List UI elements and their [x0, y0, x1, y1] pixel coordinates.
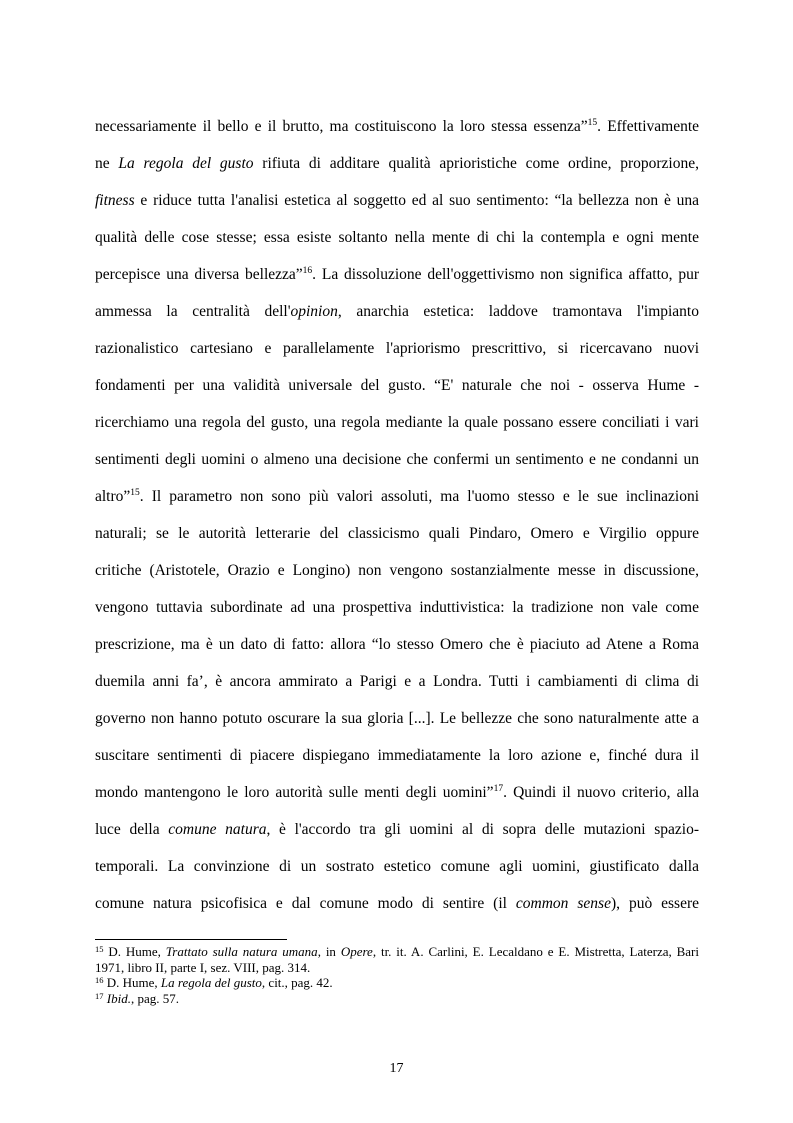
footnote: [95, 944, 699, 960]
text-line: [95, 256, 699, 293]
italic-text: Trattato sulla natura umana: [165, 944, 318, 959]
text-line: [95, 441, 699, 478]
text-line: [95, 219, 699, 256]
text-run: ricerchiamo una regola del gusto, una regola mediante la quale possano essere conciliati i vari: [95, 414, 699, 431]
text-run: necessariamente il bello e il brutto, ma costituiscono la loro stessa essenza”: [95, 118, 588, 135]
text-run: 1971, libro II, parte I, sez. VIII, pag. 314.: [95, 959, 311, 975]
text-line: [95, 700, 699, 737]
text-run: critiche (Aristotele, Orazio e Longino) non vengono sostanzialmente messe in discussione,: [95, 562, 699, 579]
italic-text: common sense: [515, 895, 611, 912]
footnote-reference: 16: [302, 266, 313, 276]
text-line: [95, 811, 699, 848]
text-line: [95, 293, 699, 330]
text-line: [95, 848, 699, 885]
text-run: sentimenti degli uomini o almeno una decisione che confermi un sentimento e ne condanni un: [95, 451, 699, 468]
italic-text: Opere: [340, 944, 373, 959]
text-line: [95, 145, 699, 182]
text-run: duemila anni fa’, è ancora ammirato a Parigi e a Londra. Tutti i cambiamenti di clima di: [95, 673, 699, 690]
text-line: [95, 885, 699, 922]
text-run: , tr. it. A. Carlini, E. Lecaldano e E. Mistretta, Laterza, Bari: [372, 944, 699, 959]
text-run: rifiuta di additare qualità aprioristiche come ordine, proporzione,: [253, 155, 699, 172]
footnote-reference: 17: [493, 784, 504, 794]
text-run: vengono tuttavia subordinate ad una prospettiva induttivistica: la tradizione non vale come: [95, 599, 699, 616]
text-line: [95, 404, 699, 441]
text-run: fondamenti per una validità universale del gusto. “E' naturale che noi - osserva Hume -: [95, 377, 699, 394]
footnotes: [95, 944, 699, 1006]
italic-text: La regola del gusto: [118, 155, 254, 172]
text-run: , è l'accordo tra gli uomini al di sopra delle mutazioni spazio-: [266, 821, 699, 838]
italic-text: opinion: [290, 303, 338, 320]
footnote: [95, 960, 699, 976]
footnote: [95, 991, 699, 1007]
text-line: [95, 589, 699, 626]
italic-text: fitness: [95, 192, 135, 209]
text-run: naturali; se le autorità letterarie del classicismo quali Pindaro, Omero e Virgilio oppure: [95, 525, 699, 542]
text-run: , cit., pag. 42.: [261, 975, 333, 990]
text-run: percepisce una diversa bellezza”: [95, 266, 303, 283]
text-run: , anarchia estetica: laddove tramontava l'impianto: [337, 303, 699, 320]
text-line: [95, 367, 699, 404]
italic-text: Ibid.: [106, 990, 131, 1006]
text-line: [95, 515, 699, 552]
text-line: [95, 774, 699, 811]
text-run: suscitare sentimenti di piacere dispiegano immediatamente la loro azione e, finché dura il: [95, 747, 699, 764]
text-run: . Il parametro non sono più valori assoluti, ma l'uomo stesso e le sue inclinazioni: [139, 488, 699, 505]
text-run: luce della: [95, 821, 169, 838]
text-line: [95, 552, 699, 589]
text-run: . Effettivamente: [597, 118, 700, 135]
text-line: [95, 182, 699, 219]
footnote-reference: 15: [95, 944, 104, 954]
text-run: ), può essere: [610, 895, 700, 912]
text-run: temporali. La convinzione di un sostrato estetico comune agli uomini, giustificato dalla: [95, 858, 699, 875]
text-run: comune natura psicofisica e dal comune modo di sentire (il: [95, 895, 516, 912]
footnote-separator: [95, 939, 287, 940]
text-line: [95, 478, 699, 515]
text-run: , in: [317, 944, 341, 959]
footnote-reference: 17: [95, 990, 104, 1001]
italic-text: La regola del gusto: [160, 975, 262, 990]
text-run: . Quindi il nuovo criterio, alla: [503, 784, 699, 801]
text-run: altro”: [95, 488, 131, 505]
text-run: qualità delle cose stesse; essa esiste soltanto nella mente di chi la contempla e ogni mente: [95, 229, 699, 246]
text-line: [95, 737, 699, 774]
footnote-reference: 15: [130, 488, 140, 498]
text-run: razionalistico cartesiano e parallelamente l'apriorismo prescrittivo, si ricercavano nuovi: [95, 340, 699, 357]
footnote-reference: 15: [587, 118, 598, 128]
text-run: . La dissoluzione dell'oggettivismo non significa affatto, pur: [312, 266, 699, 283]
text-run: governo non hanno potuto oscurare la sua gloria [...]. Le bellezze che sono naturalmente atte a: [95, 710, 699, 727]
footnote: [95, 975, 699, 991]
text-line: [95, 663, 699, 700]
text-run: prescrizione, ma è un dato di fatto: allora “lo stesso Omero che è piaciuto ad Atene a Roma: [95, 636, 699, 653]
page-number: 17: [389, 1061, 404, 1076]
text-run: ne: [95, 155, 119, 172]
text-run: e riduce tutta l'analisi estetica al soggetto ed al suo sentimento: “la bellezza non è una: [134, 192, 699, 209]
body-text: [95, 108, 699, 922]
italic-text: comune natura: [168, 821, 267, 838]
text-run: mondo mantengono le loro autorità sulle menti degli uomini”: [95, 784, 494, 801]
text-line: [95, 108, 699, 145]
text-line: [95, 626, 699, 663]
text-line: [95, 330, 699, 367]
text-run: ammessa la centralità dell': [95, 303, 291, 320]
text-run: , pag. 57.: [130, 990, 179, 1006]
footnote-reference: 16: [95, 975, 104, 985]
text-run: D. Hume,: [103, 944, 166, 959]
text-run: D. Hume,: [103, 975, 161, 990]
